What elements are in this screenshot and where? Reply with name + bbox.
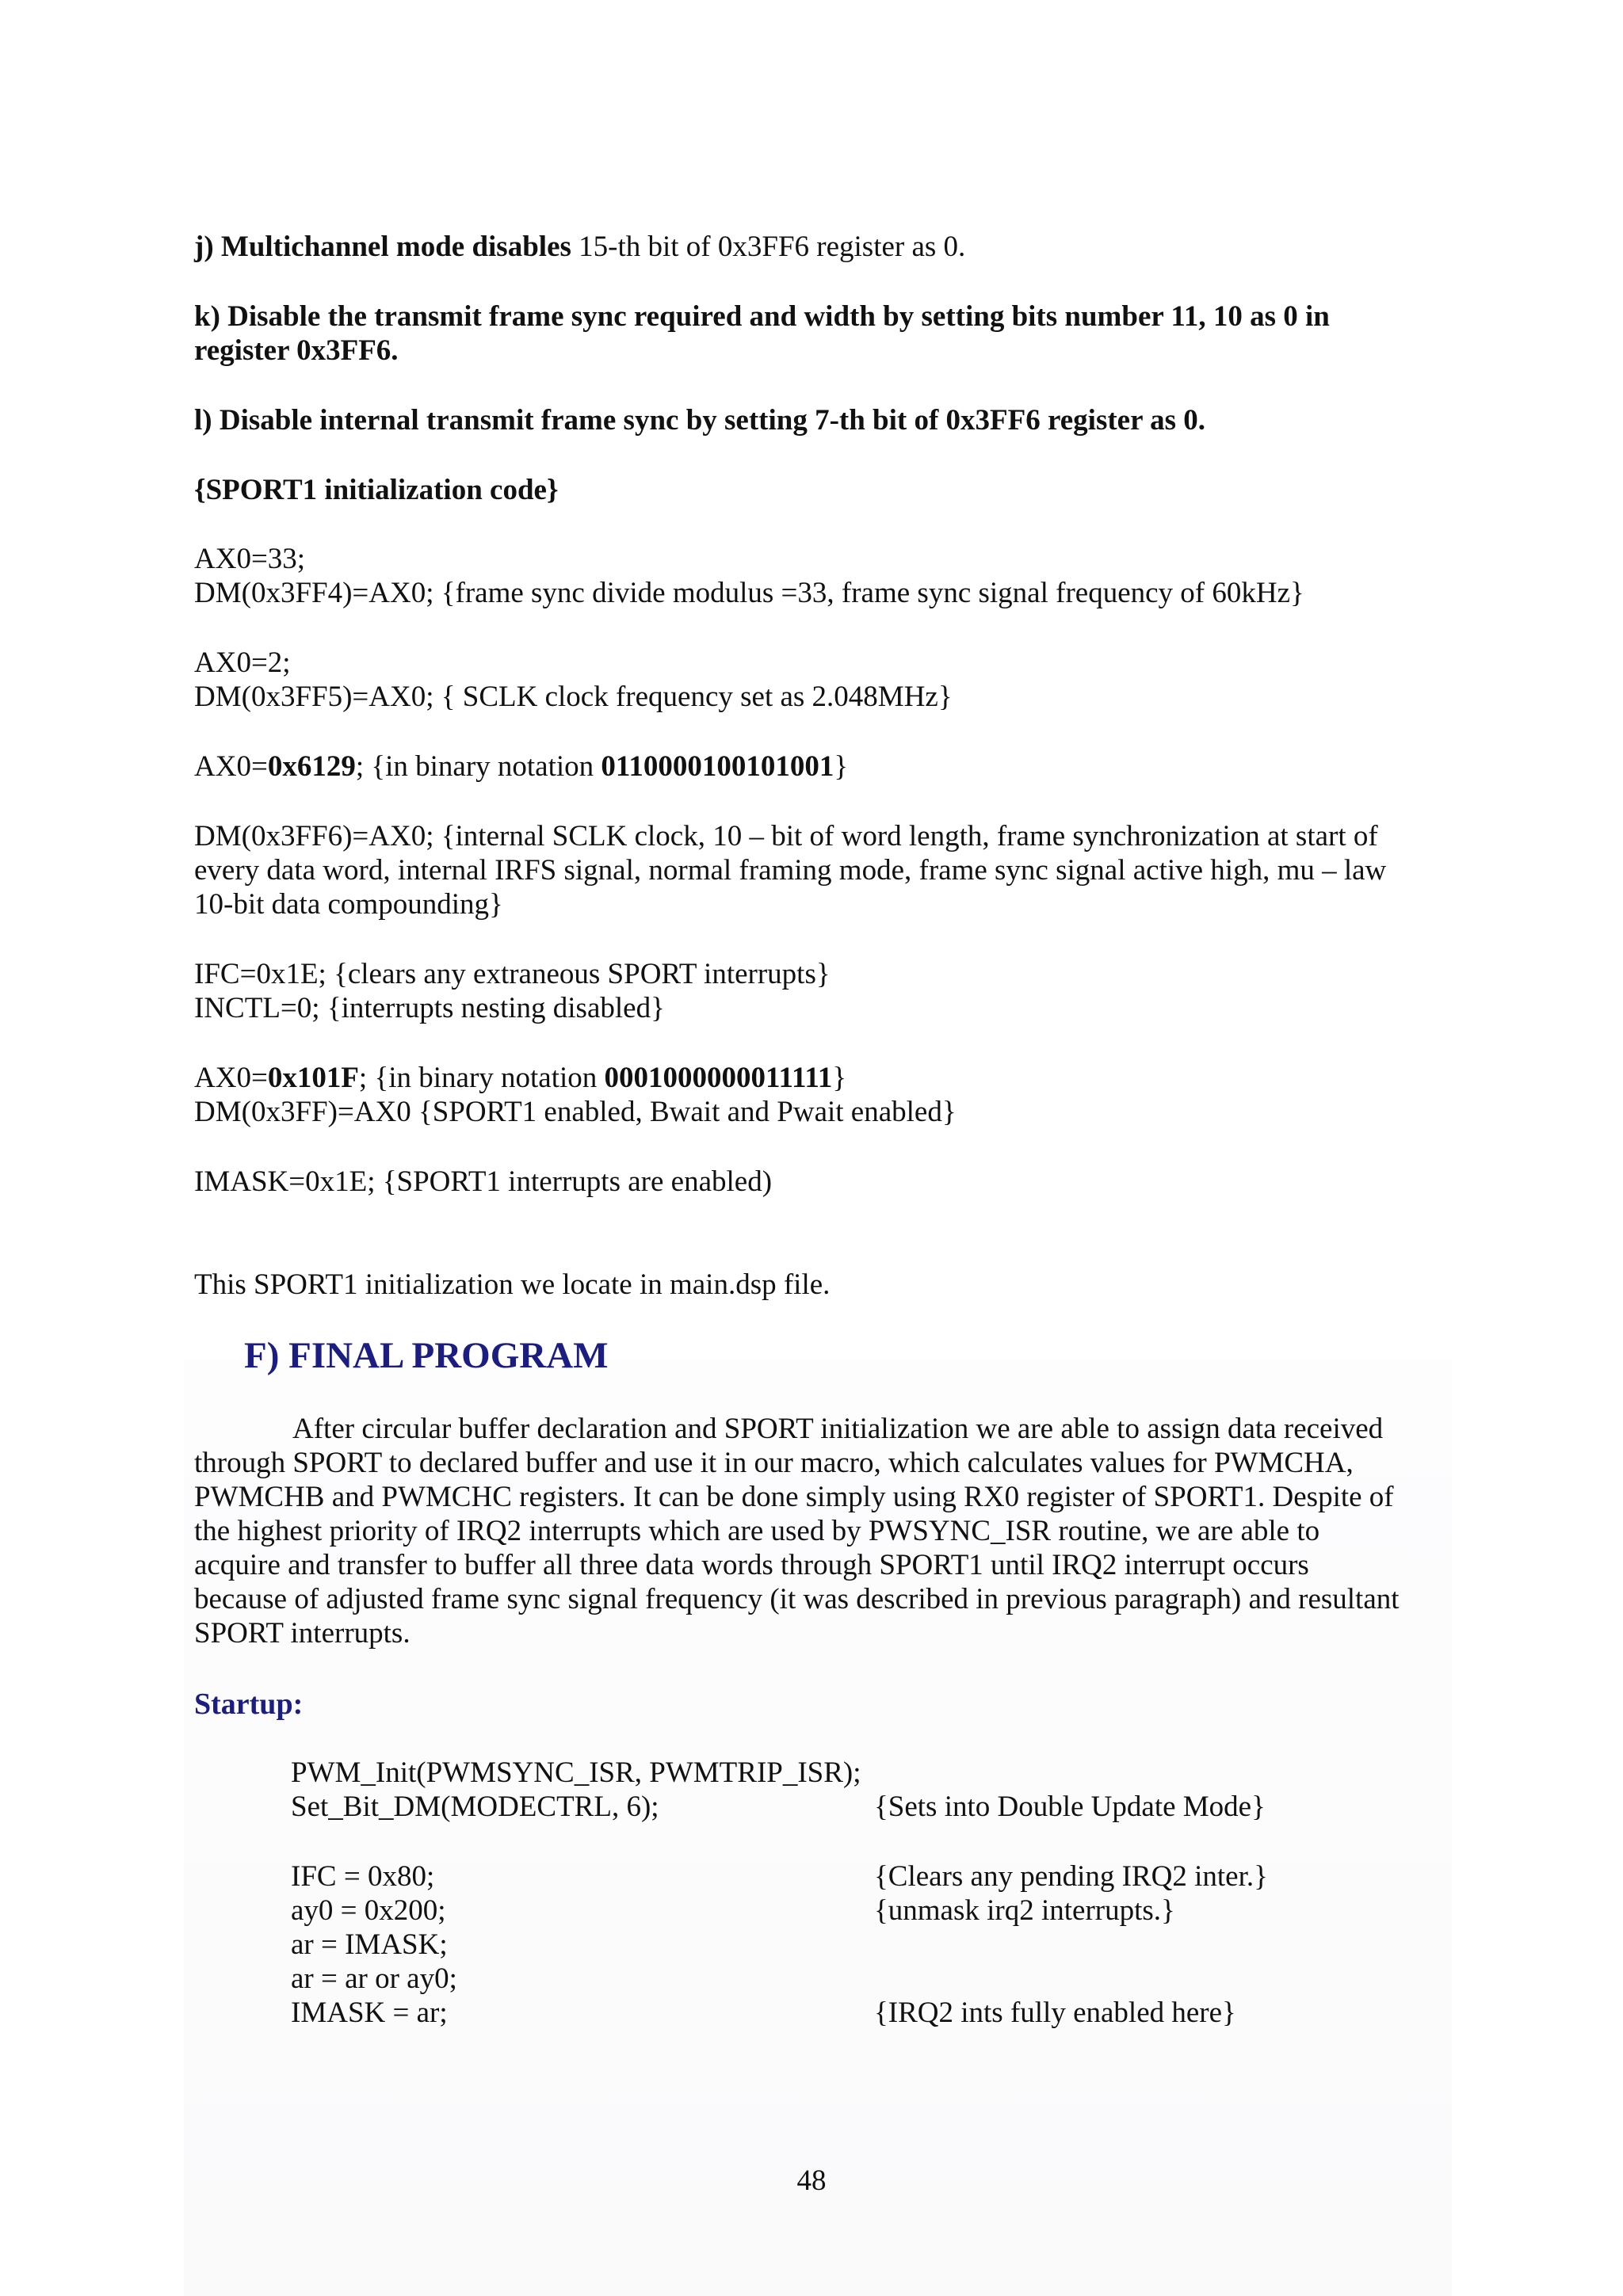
startup-code-line: PWM_Init(PWMSYNC_ISR, PWMTRIP_ISR); bbox=[291, 1756, 861, 1789]
startup-comment: {Sets into Double Update Mode} bbox=[874, 1791, 1266, 1823]
page-number: 48 bbox=[796, 2164, 827, 2197]
code-line: DM(0x3FF4)=AX0; {frame sync divide modulus =33, frame sync signal frequency of 60kHz} bbox=[194, 577, 1304, 609]
code-line: AX0=0x101F; {in binary notation 0001000000011111} bbox=[194, 1062, 847, 1094]
paragraph-line: PWMCHB and PWMCHC registers. It can be done simply using RX0 register of SPORT1. Despite of bbox=[194, 1481, 1394, 1513]
code-line: IFC=0x1E; {clears any extraneous SPORT interrupts} bbox=[194, 958, 831, 990]
code-line: DM(0x3FF5)=AX0; { SCLK clock frequency set as 2.048MHz} bbox=[194, 681, 953, 713]
startup-code-line: Set_Bit_DM(MODECTRL, 6); bbox=[291, 1791, 659, 1823]
item-l: l) Disable internal transmit frame sync by setting 7-th bit of 0x3FF6 register as 0. bbox=[194, 404, 1206, 437]
code-title: {SPORT1 initialization code} bbox=[194, 474, 559, 506]
startup-code-line: ar = IMASK; bbox=[291, 1928, 448, 1961]
code-line: 10-bit data compounding} bbox=[194, 888, 503, 921]
startup-code-line: ar = ar or ay0; bbox=[291, 1962, 457, 1995]
code-line: every data word, internal IRFS signal, normal framing mode, frame sync signal active high, mu – law bbox=[194, 854, 1387, 887]
startup-code-line: IFC = 0x80; bbox=[291, 1860, 435, 1893]
code-line: DM(0x3FF)=AX0 {SPORT1 enabled, Bwait and Pwait enabled} bbox=[194, 1096, 957, 1128]
locate-text: This SPORT1 initialization we locate in main.dsp file. bbox=[194, 1268, 831, 1301]
code-line: AX0=33; bbox=[194, 543, 306, 575]
paragraph-line: acquire and transfer to buffer all three data words through SPORT1 until IRQ2 interrupt occurs bbox=[194, 1549, 1309, 1581]
startup-comment: {Clears any pending IRQ2 inter.} bbox=[874, 1860, 1268, 1893]
code-line: INCTL=0; {interrupts nesting disabled} bbox=[194, 992, 665, 1024]
code-line: IMASK=0x1E; {SPORT1 interrupts are enabled) bbox=[194, 1165, 773, 1198]
paragraph-line: through SPORT to declared buffer and use it in our macro, which calculates values for PWMCHA, bbox=[194, 1447, 1354, 1479]
startup-code-line: IMASK = ar; bbox=[291, 1997, 448, 2029]
paragraph-line: After circular buffer declaration and SPORT initialization we are able to assign data received bbox=[292, 1413, 1384, 1445]
startup-comment: {unmask irq2 interrupts.} bbox=[874, 1894, 1175, 1927]
paragraph-line: SPORT interrupts. bbox=[194, 1617, 411, 1650]
section-heading: F) FINAL PROGRAM bbox=[244, 1335, 609, 1376]
item-k-line1: k) Disable the transmit frame sync required and width by setting bits number 11, 10 as 0 in bbox=[194, 300, 1330, 333]
code-line: DM(0x3FF6)=AX0; {internal SCLK clock, 10 – bit of word length, frame synchronization at start of bbox=[194, 820, 1378, 852]
paragraph-line: the highest priority of IRQ2 interrupts which are used by PWSYNC_ISR routine, we are able to bbox=[194, 1515, 1320, 1547]
code-line: AX0=0x6129; {in binary notation 0110000100101001} bbox=[194, 750, 849, 783]
startup-comment: {IRQ2 ints fully enabled here} bbox=[874, 1997, 1236, 2029]
item-j: j) Multichannel mode disables 15-th bit of 0x3FF6 register as 0. bbox=[194, 231, 966, 263]
item-k-line2: register 0x3FF6. bbox=[194, 334, 399, 367]
paragraph-line: because of adjusted frame sync signal frequency (it was described in previous paragraph) and resultant bbox=[194, 1583, 1400, 1615]
startup-code-line: ay0 = 0x200; bbox=[291, 1894, 446, 1927]
code-line: AX0=2; bbox=[194, 646, 291, 679]
startup-heading: Startup: bbox=[194, 1688, 304, 1721]
